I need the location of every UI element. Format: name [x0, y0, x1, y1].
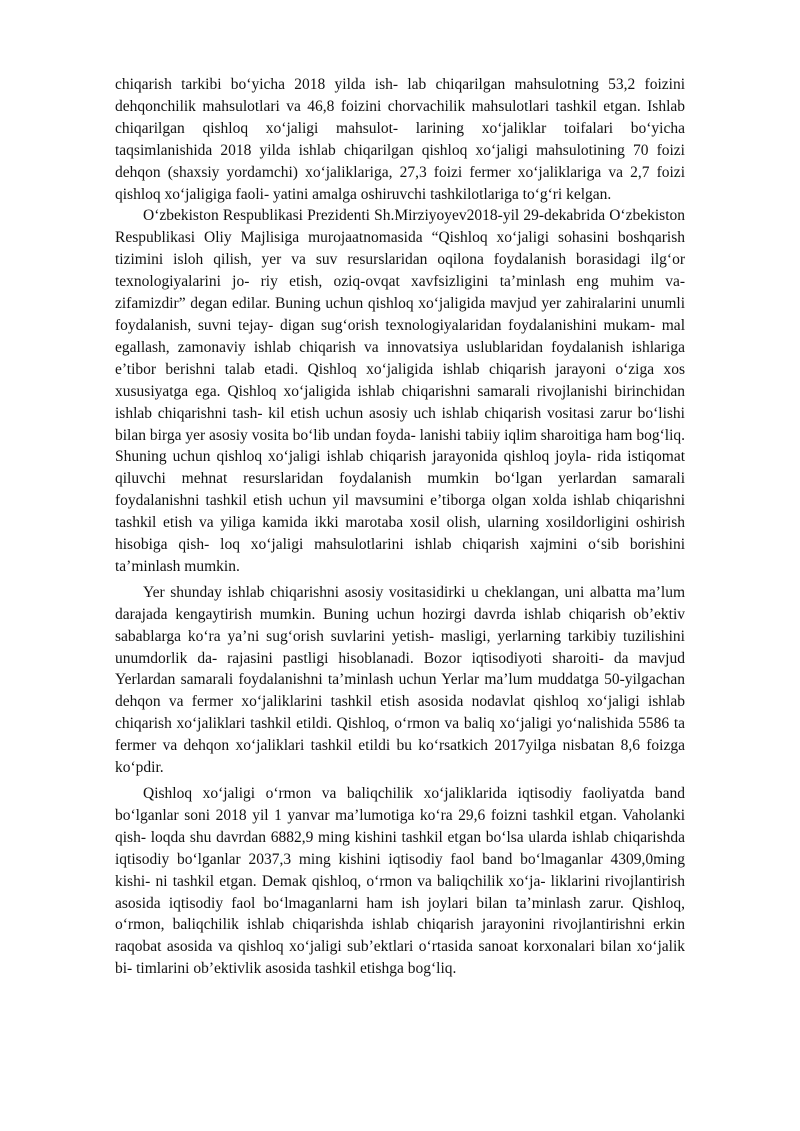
paragraph-employment: Qishloq xo‘jaligi o‘rmon va baliqchilik xo‘jaliklarida iqtisodiy faoliyatda band bo‘lganlar soni 2018 yil 1 yanvar ma’lumotiga ko‘ra 29,6 foizni tashkil etgan. Vaholanki qish- loqda shu davrdan 6882,9 ming kishini tashkil etgan bo‘lsa ularda ishlab chiqarishda iqtisodiy bo‘lganlar 2037,3 ming kishini iqtisodiy faol band bo‘lmaganlar 4309,0ming kishi- ni tashkil etgan. Demak qishloq, o‘rmon va baliqchilik xo‘ja- liklarini rivojlantirish asosida iqtisodiy faol bo‘lmaganlarni ham ish joylari bilan ta’minlash zarur. Qishloq, o‘rmon, baliqchilik ishlab chiqarishda ishlab chiqarish jarayonini rivojlantirishni erkin raqobat asosida va qishloq xo‘jaligi sub’ektlari o‘rtasida sanoat korxonalari bilan xo‘jalik bi- timlarini ob’ektivlik asosida tashkil etishga bog‘liq. — [115, 785, 685, 978]
paragraph-president-address: O‘zbekiston Respublikasi Prezidenti Sh.Mirziyoyev2018-yil 29-dekabrida O‘zbekiston Respublikasi Oliy Majlisiga murojaatnomasida “Qishloq xo‘jaligi sohasini boshqarish tizimini isloh qilish, yer va suv resurslaridan oqilona foydalanish borasidagi ilg‘or texnologiyalarini jo- riy etish, oziq-ovqat xavfsizligini ta’minlash eng muhim va- zifamizdir” degan edilar. Buning uchun qishloq xo‘jaligida mavjud yer zahiralarini unumli foydalanish, suvni tejay- digan sug‘orish texnologiyalaridan foydalanishini mukam- mal egallash, zamonaviy ishlab chiqarish va innovatsiya uslublaridan foydalanish ishlariga e’tibor berishni talab etadi. Qishloq xo‘jaligida ishlab chiqarish jarayoni o‘ziga xos xususiyatga ega. Qishloq xo‘jaligida ishlab chiqarishni samarali rivojlanishi birinchidan ishlab chiqarishni tash- kil etish uchun asosiy uch ishlab chiqarish vositasi zarur bo‘lishi bilan birga yer asosiy vosita bo‘lib undan foyda- lanishi tabiiy iqlim sharoitiga ham bog‘liq. Shuning uchun qishloq xo‘jaligi ishlab chiqarish jarayonida qishloq joyla- rida istiqomat qiluvchi mehnat resurslaridan foydalanish mumkin bo‘lgan yerlardan samarali foydalanishni tashkil etish uchun yil mavsumini e’tiborga olgan xolda ishlab chiqarishni tashkil etish va yiliga kamida ikki marotaba xosil olish, ularning xosildorligini oshirish hisobiga qish- loq xo‘jaligi mahsulotlarini ishlab chiqarish xajmini o‘sib borishini ta’minlash mumkin. — [115, 207, 685, 575]
document-page — [115, 74, 685, 980]
paragraph-land-resources: Yer shunday ishlab chiqarishni asosiy vositasidirki u cheklangan, uni albatta ma’lum darajada kengaytirish mumkin. Buning uchun hozirgi davrda ishlab chiqarish ob’ektiv sabablarga ko‘ra ya’ni sug‘orish suvlarini yetish- masligi, yerlarning tarkibiy tuzilishini unumdorlik da- rajasini pastligi hisoblanadi. Bozor iqtisodiyoti sharoiti- da mavjud Yerlardan samarali foydalanishni ta’minlash uchun Yerlar ma’lum muddatga 50-yilgachan dehqon va fermer xo‘jaliklarini tashkil etish asosida nodavlat qishloq xo‘jaligi ishlab chiqarish xo‘jaliklari tashkil etildi. Qishloq, o‘rmon va baliq xo‘jaligi yo‘nalishida 5586 ta fermer va dehqon xo‘jaliklari tashkil etildi bu ko‘rsatkich 2017yilga nisbatan 8,6 foizga ko‘pdir. — [115, 583, 685, 777]
paragraph-production-structure: chiqarish tarkibi bo‘yicha 2018 yilda ish- lab chiqarilgan mahsulotning 53,2 foizini dehqonchilik mahsulotlari va 46,8 foizini chorvachilik mahsulotlari tashkil etgan. Ishlab chiqarilgan qishloq xo‘jaligi mahsulot- larining xo‘jaliklar toifalari bo‘yicha taqsimlanishida 2018 yilda ishlab chiqarilgan qishloq xo‘jaligi mahsulotining 70 foizi dehqon (shaxsiy yordamchi) xo‘jaliklariga, 27,3 foizi fermer xo‘jaliklariga va 2,7 foizi qishloq xo‘jaligiga faoli- yatini amalga oshiruvchi tashkilotlariga to‘g‘ri kelgan. — [115, 76, 685, 203]
